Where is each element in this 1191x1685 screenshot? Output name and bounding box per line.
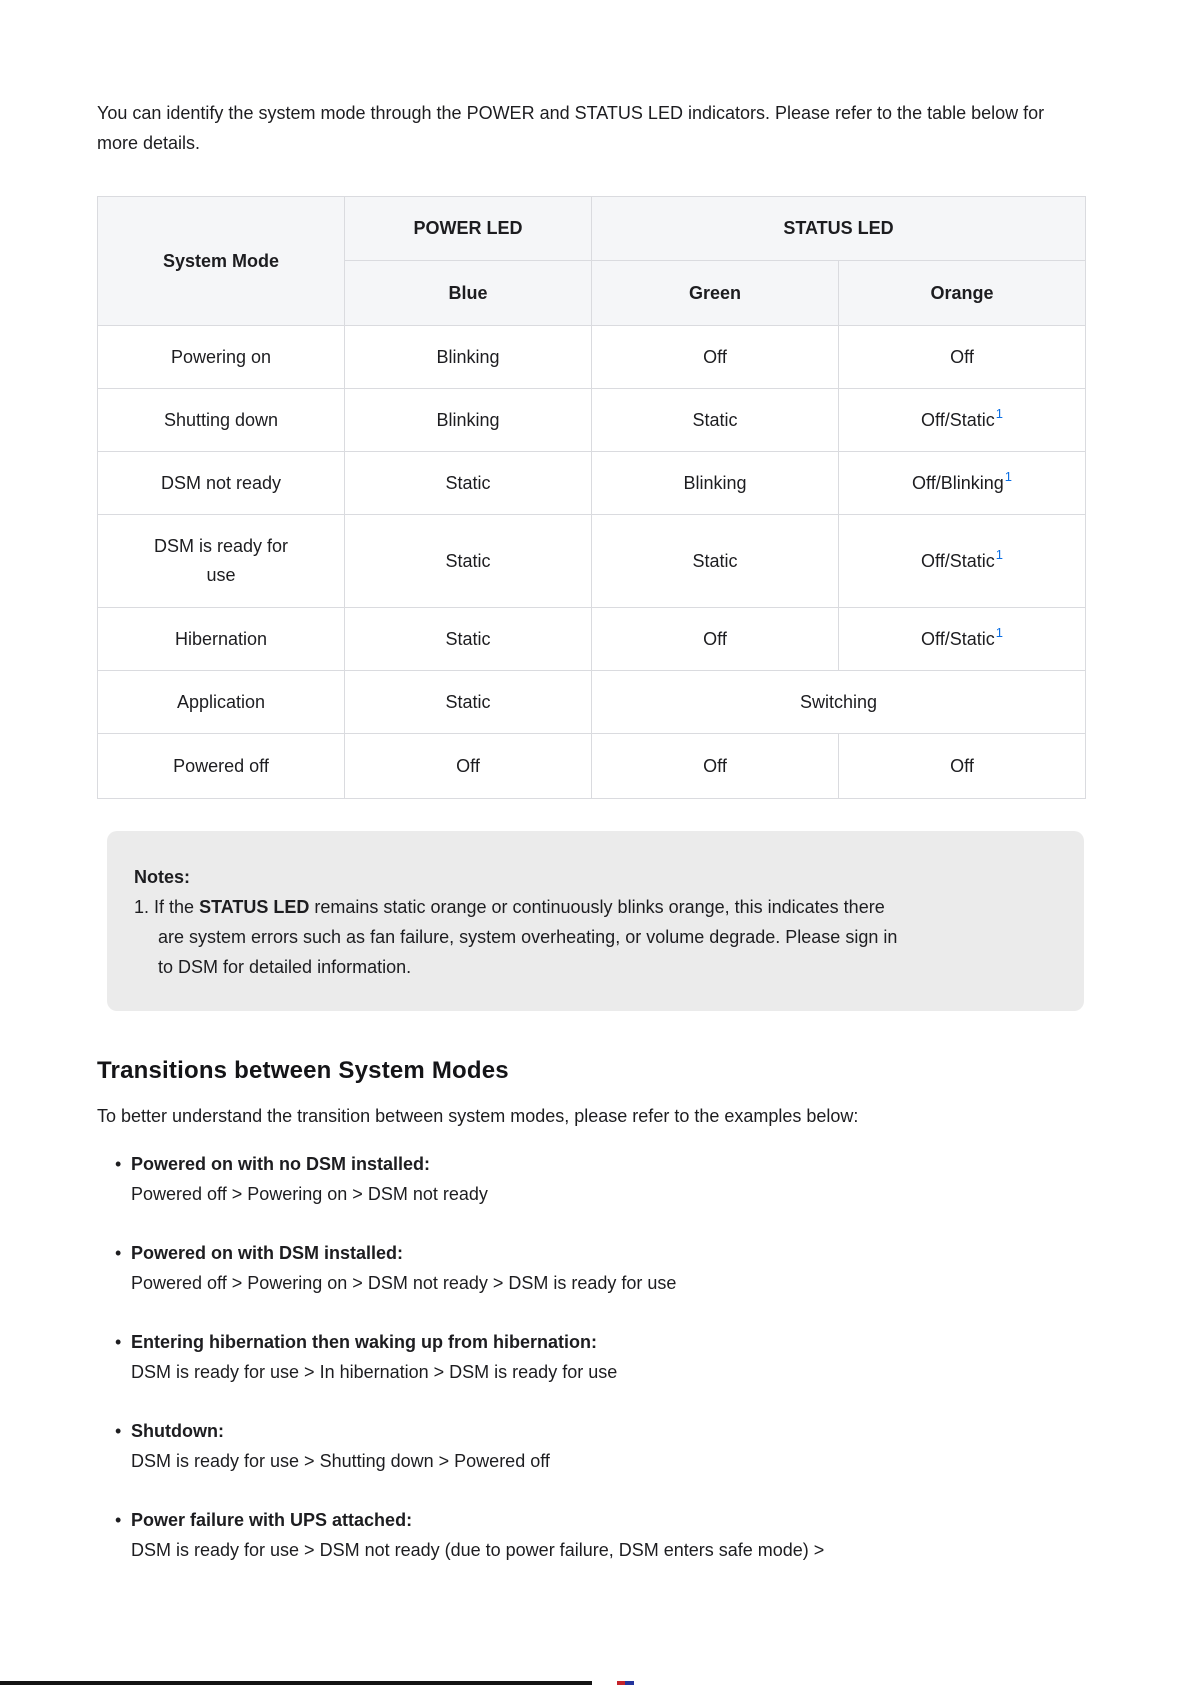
cell-green: Off bbox=[592, 326, 839, 389]
cell-mode: DSM not ready bbox=[98, 452, 345, 515]
bullet-icon: • bbox=[115, 1332, 122, 1352]
note-text-post: remains static orange or continuously blinks orange, this indicates there are system errors such as fan failure, system overheating, or volume degrade. Please sign in to DSM for detailed information. bbox=[158, 897, 898, 977]
cell-green: Off bbox=[592, 608, 839, 671]
note-item bbox=[134, 892, 914, 982]
footnote-ref: 1 bbox=[995, 624, 1003, 640]
bullet-icon: • bbox=[115, 1154, 122, 1174]
intro-paragraph: You can identify the system mode through the POWER and STATUS LED indicators. Please refer to the table below for more details. bbox=[97, 103, 1045, 153]
example-sequence: DSM is ready for use > In hibernation > DSM is ready for use bbox=[131, 1362, 618, 1382]
cell-blue: Blinking bbox=[345, 389, 592, 452]
table-row bbox=[98, 734, 1086, 799]
example-item bbox=[97, 1149, 1086, 1209]
example-sequence: DSM is ready for use > Shutting down > Powered off bbox=[131, 1451, 550, 1471]
footnote-ref: 1 bbox=[1004, 468, 1012, 484]
cell-mode: Hibernation bbox=[98, 608, 345, 671]
cell-orange bbox=[839, 389, 1086, 452]
cell-blue: Static bbox=[345, 671, 592, 734]
cell-orange bbox=[839, 608, 1086, 671]
cell-orange-text: Off/Blinking bbox=[912, 472, 1004, 493]
header-power-led: POWER LED bbox=[345, 197, 592, 261]
cell-mode: DSM is ready for use bbox=[98, 515, 345, 608]
header-system-mode: System Mode bbox=[98, 197, 345, 326]
cell-orange: Off bbox=[839, 326, 1086, 389]
cell-green: Static bbox=[592, 389, 839, 452]
examples-list bbox=[97, 1149, 1086, 1565]
bullet-icon: • bbox=[115, 1243, 122, 1263]
cell-orange: Off bbox=[839, 734, 1086, 799]
table-header-row-1 bbox=[98, 197, 1086, 261]
cell-orange-text: Off/Static bbox=[921, 628, 995, 649]
cell-blue: Static bbox=[345, 515, 592, 608]
notes-label: Notes: bbox=[134, 867, 191, 887]
example-sequence: Powered off > Powering on > DSM not ready > DSM is ready for use bbox=[131, 1273, 677, 1293]
cell-orange bbox=[839, 452, 1086, 515]
note-text-bold: STATUS LED bbox=[199, 897, 310, 917]
note-number: 1. bbox=[134, 897, 150, 917]
cell-green: Static bbox=[592, 515, 839, 608]
table-row bbox=[98, 452, 1086, 515]
example-item bbox=[97, 1505, 1086, 1565]
table-row bbox=[98, 608, 1086, 671]
footnote-ref: 1 bbox=[995, 405, 1003, 421]
cell-orange-text: Off/Static bbox=[921, 409, 995, 430]
header-orange: Orange bbox=[839, 261, 1086, 326]
example-sequence: DSM is ready for use > DSM not ready (due to power failure, DSM enters safe mode) > bbox=[131, 1540, 825, 1560]
page-bottom-line bbox=[0, 1681, 592, 1685]
example-item bbox=[97, 1416, 1086, 1476]
example-item bbox=[97, 1238, 1086, 1298]
cell-green: Off bbox=[592, 734, 839, 799]
notes-list bbox=[134, 892, 914, 982]
example-title: Powered on with DSM installed: bbox=[131, 1243, 404, 1263]
section-heading: Transitions between System Modes bbox=[97, 1057, 509, 1084]
cell-blue: Blinking bbox=[345, 326, 592, 389]
example-title: Entering hibernation then waking up from hibernation: bbox=[131, 1332, 597, 1352]
table-row bbox=[98, 389, 1086, 452]
page-bottom-blue-mark bbox=[625, 1681, 634, 1685]
cell-mode: Shutting down bbox=[98, 389, 345, 452]
cell-merged-status: Switching bbox=[592, 671, 1086, 734]
cell-green: Blinking bbox=[592, 452, 839, 515]
example-title: Powered on with no DSM installed: bbox=[131, 1154, 431, 1174]
bullet-icon: • bbox=[115, 1421, 122, 1441]
page-bottom-red-mark bbox=[617, 1681, 625, 1685]
cell-mode: Powering on bbox=[98, 326, 345, 389]
bullet-icon: • bbox=[115, 1510, 122, 1530]
cell-orange bbox=[839, 515, 1086, 608]
footnote-ref: 1 bbox=[995, 546, 1003, 562]
example-title: Shutdown: bbox=[131, 1421, 224, 1441]
cell-orange-text: Off/Static bbox=[921, 550, 995, 571]
transitions-intro: To better understand the transition between system modes, please refer to the examples below: bbox=[97, 1106, 859, 1126]
header-green: Green bbox=[592, 261, 839, 326]
example-title: Power failure with UPS attached: bbox=[131, 1510, 413, 1530]
page-content bbox=[97, 0, 1086, 1594]
cell-blue: Static bbox=[345, 608, 592, 671]
header-blue: Blue bbox=[345, 261, 592, 326]
cell-mode: Application bbox=[98, 671, 345, 734]
header-status-led: STATUS LED bbox=[592, 197, 1086, 261]
cell-blue: Static bbox=[345, 452, 592, 515]
cell-blue: Off bbox=[345, 734, 592, 799]
example-item bbox=[97, 1327, 1086, 1387]
example-sequence: Powered off > Powering on > DSM not ready bbox=[131, 1184, 488, 1204]
led-status-table bbox=[97, 196, 1086, 799]
table-row bbox=[98, 671, 1086, 734]
table-row bbox=[98, 515, 1086, 608]
note-text-pre: If the bbox=[154, 897, 200, 917]
notes-box bbox=[107, 831, 1084, 1011]
table-row bbox=[98, 326, 1086, 389]
cell-mode: Powered off bbox=[98, 734, 345, 799]
